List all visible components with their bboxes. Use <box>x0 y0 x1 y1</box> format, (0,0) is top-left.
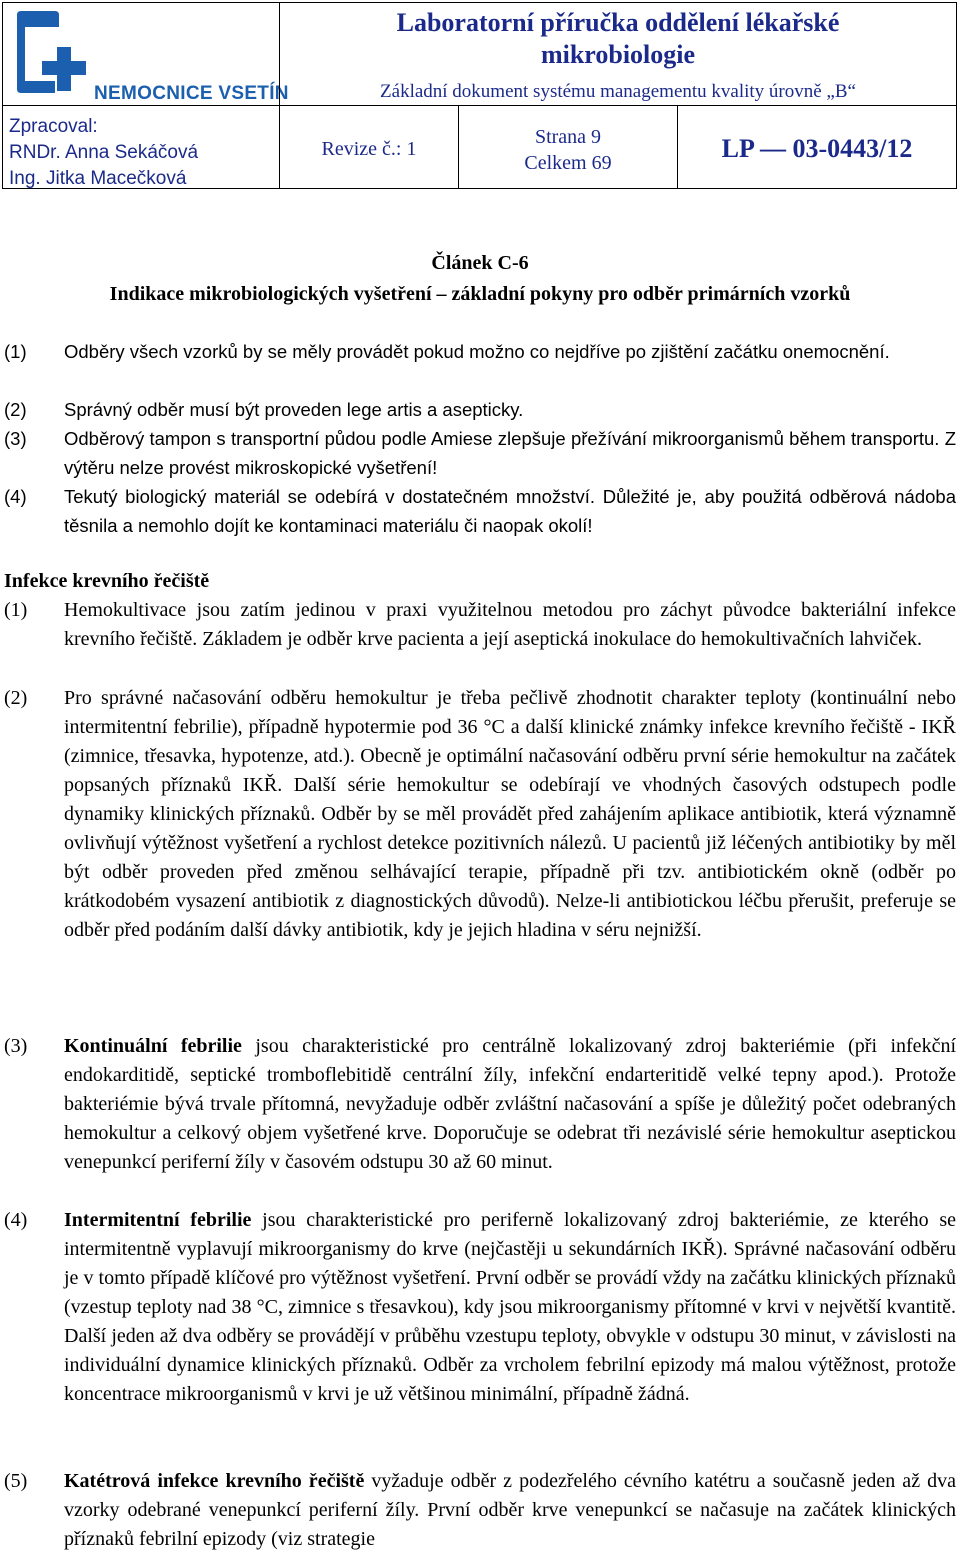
item-number: (3) <box>4 428 27 449</box>
item-number: (1) <box>4 341 27 362</box>
list-item <box>4 1467 956 1554</box>
item-lead: Intermitentní febrilie <box>64 1209 252 1231</box>
item-text: Tekutý biologický materiál se odebírá v dostatečném množství. Důležité je, aby použitá odběrová nádoba těsnila a nemohlo dojít ke kontaminaci materiálu či naopak okolí! <box>64 486 956 536</box>
item-body: Pro správné načasování odběru hemokultur je třeba pečlivě zhodnotit charakter teploty (kontinuální nebo intermitentní febrilie), případně hypotermie pod 36 °C a další klinické známky infekce krevního řečiště - IKŘ (zimnice, třesavka, hypotenze, atd.). Obecně je optimální načasování odběru první série hemokultur na začátek popsaných příznaků IKŘ. Další série hemokultur se odebírají ve vhodných časových odstupech podle dynamiky klinických příznaků. Odběr by se měl provádět před zahájením aplikace antibiotik, která významně ovlivňují výtěžnost vyšetření a rychlost detekce pozitivních nálezů. U pacientů již léčených antibiotiky by měl být odběr proveden před změnou selhávající terapie, případně při tzv. antibiotickém okně (odběr po krátkodobém vysazení antibiotik z diagnostických důvodů). Nelze-li antibiotickou léčbu přerušit, preferuje se odběr před podáním další dávky antibiotik, kdy je jejich hladina v séru nejnižší. <box>64 687 956 941</box>
revision-number: Revize č.: 1 <box>321 138 417 160</box>
list-item <box>4 482 956 540</box>
title-cell <box>279 2 957 106</box>
section-title: Infekce krevního řečiště <box>4 570 210 592</box>
item-body: jsou charakteristické pro periferně lokalizovaný zdroj bakteriémie, ze kterého se intermitentně vyplavují mikroorganismy do krve (nejčastěji u sekundárních IKŘ). Správné načasování odběru je v tomto případě klíčové pro výtěžnost vyšetření. První odběr se provádí vždy na začátku klinických příznaků (vzestup teploty nad 38 °C, zimnice s třesavkou), kdy jsou mikroorganismy přítomné v krvi v největší kvantitě. Další jeden až dva odběry se provádějí v průběhu vzestupu teploty, obvykle v odstupu 30 minut, v závislosti na individuální dynamice klinických příznaků. Odběr za vrcholem febrilní epizody má malou výtěžnost, protože koncentrace mikroorganismů v krvi je už většinou minimální, případně žádná. <box>64 1209 956 1405</box>
item-text <box>64 1032 956 1177</box>
logo-text: NEMOCNICE VSETÍN <box>94 83 289 104</box>
article-subtitle: Indikace mikrobiologických vyšetření – základní pokyny pro odběr primárních vzorků <box>109 283 851 305</box>
item-number: (1) <box>4 599 28 621</box>
item-text: Odběrový tampon s transportní půdou podle Amiese zlepšuje přežívání mikroorganismů během transportu. Z výtěru nelze provést mikroskopické vyšetření! <box>64 428 956 478</box>
page-cell <box>458 105 678 189</box>
article-title: Článek C-6 <box>431 252 529 274</box>
prepared-label: Zpracoval: <box>9 116 98 137</box>
list-item <box>4 424 956 482</box>
item-text: Správný odběr musí být proveden lege artis a asepticky. <box>64 399 524 420</box>
page-total: Celkem 69 <box>524 152 612 174</box>
list-item <box>4 1032 956 1177</box>
hospital-logo-icon <box>11 7 101 99</box>
item-text: Odběry všech vzorků by se měly provádět pokud možno co nejdříve po zjištění začátku onemocnění. <box>64 341 890 362</box>
page-number: Strana 9 <box>534 126 602 148</box>
item-text <box>64 684 956 945</box>
author-2: Ing. Jitka Macečková <box>9 168 187 189</box>
revision-cell <box>279 105 459 189</box>
item-text <box>64 1467 956 1554</box>
author-1: RNDr. Anna Sekáčová <box>9 142 199 163</box>
item-number: (4) <box>4 1209 28 1231</box>
document-subtitle: Základní dokument systému managementu kvality úrovně „B“ <box>380 81 856 102</box>
title-line-1: Laboratorní příručka oddělení lékařské <box>396 8 840 37</box>
item-body: vyžaduje odběr z podezřelého cévního katétru a současně jeden až dva vzorky odebrané venepunkcí periferní žíly. První odběr krve venepunkcí se načasuje na začátek klinických příznaků febrilní epizody (viz strategie <box>64 1470 956 1550</box>
item-number: (3) <box>4 1035 28 1057</box>
list-item <box>4 596 956 654</box>
item-body: Hemokultivace jsou zatím jedinou v praxi využitelnou metodou pro záchyt původce bakteriální infekce krevního řečiště. Základem je odběr krve pacienta a její aseptická inokulace do hemokultivačních lahviček. <box>64 599 956 650</box>
prepared-by-cell <box>2 105 280 189</box>
document-id: LP — 03-0443/12 <box>721 134 913 163</box>
item-lead: Kontinuální febrilie <box>64 1035 242 1057</box>
title-line-2: mikrobiologie <box>540 40 696 69</box>
item-number: (2) <box>4 399 27 420</box>
list-item <box>4 684 956 945</box>
item-text <box>64 596 956 654</box>
item-number: (2) <box>4 687 28 709</box>
item-number: (5) <box>4 1470 28 1492</box>
document-header <box>2 2 957 189</box>
list-item <box>4 337 956 366</box>
item-text <box>64 1206 956 1409</box>
list-item <box>4 1206 956 1409</box>
logo-cell <box>2 2 289 106</box>
item-lead: Katétrová infekce krevního řečiště <box>64 1470 365 1492</box>
list-item <box>4 395 956 424</box>
prepared-by <box>9 114 198 192</box>
page-info <box>459 124 677 176</box>
item-body: jsou charakteristické pro centrálně lokalizovaný zdroj bakteriémie (při infekční endokarditidě, septické tromboflebitidě centrální žíly, infekční endarteritidě velké tepny apod.). Protože bakteriémie bývá trvale přítomná, nevyžaduje odběr zvláštní načasování a spíše je důležitý počet odebraných hemokultur a celkový objem vyšetřené krve. Doporučuje se odebrat tři nezávislé série hemokultur aseptickou venepunkcí periferní žíly v časovém odstupu 30 až 60 minut. <box>64 1035 956 1173</box>
document-title <box>280 7 956 71</box>
item-number: (4) <box>4 486 27 507</box>
document-id-cell <box>677 105 957 189</box>
